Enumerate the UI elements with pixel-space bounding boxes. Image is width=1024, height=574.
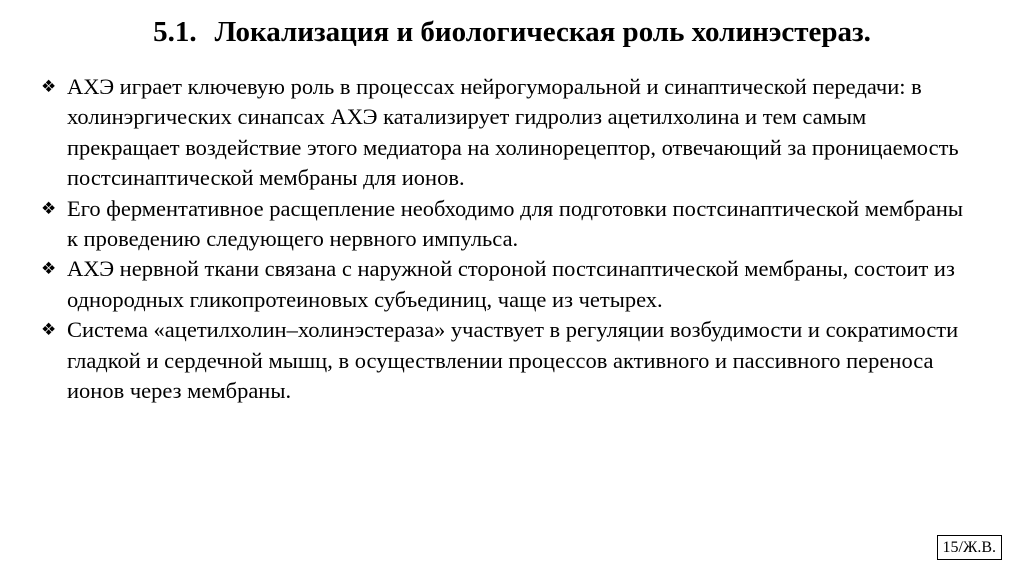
- bullet-item: [38, 315, 978, 406]
- slide-title: [0, 14, 1024, 50]
- page-number-badge: 15/Ж.В.: [937, 535, 1002, 560]
- bullet-text: АХЭ играет ключевую роль в процессах нейрогуморальной и синаптической передачи: в холинэргических синапсах АХЭ катализирует гидролиз ацетилхолина и тем самым прекращает воздействие этого медиатора на холинорецептор, отвечающий за проницаемость постсинаптической мембраны для ионов.: [67, 74, 959, 191]
- bullet-item: [38, 72, 978, 194]
- section-number: 5.1.: [153, 16, 197, 48]
- bullet-item: [38, 254, 978, 315]
- bullet-text: Его ферментативное расщепление необходимо для подготовки постсинаптической мембраны к проведению следующего нервного импульса.: [67, 195, 964, 252]
- diamond-star-icon: ❖: [41, 198, 57, 219]
- bullet-item: [38, 194, 978, 255]
- bullet-text: Система «ацетилхолин–холинэстераза» участвует в регуляции возбудимости и сократимости гладкой и сердечной мышц, в осуществлении процессов активного и пассивного переноса ионов через мембраны.: [67, 317, 959, 404]
- bullet-text: АХЭ нервной ткани связана с наружной стороной постсинаптической мембраны, состоит из однородных гликопротеиновых субъединиц, чаще из четырех.: [67, 256, 955, 312]
- title-text: Локализация и биологическая роль холинэстераз.: [214, 16, 871, 48]
- diamond-star-icon: ❖: [41, 77, 57, 97]
- bullet-list: [38, 72, 978, 406]
- diamond-star-icon: ❖: [41, 320, 57, 341]
- diamond-star-icon: ❖: [41, 259, 57, 280]
